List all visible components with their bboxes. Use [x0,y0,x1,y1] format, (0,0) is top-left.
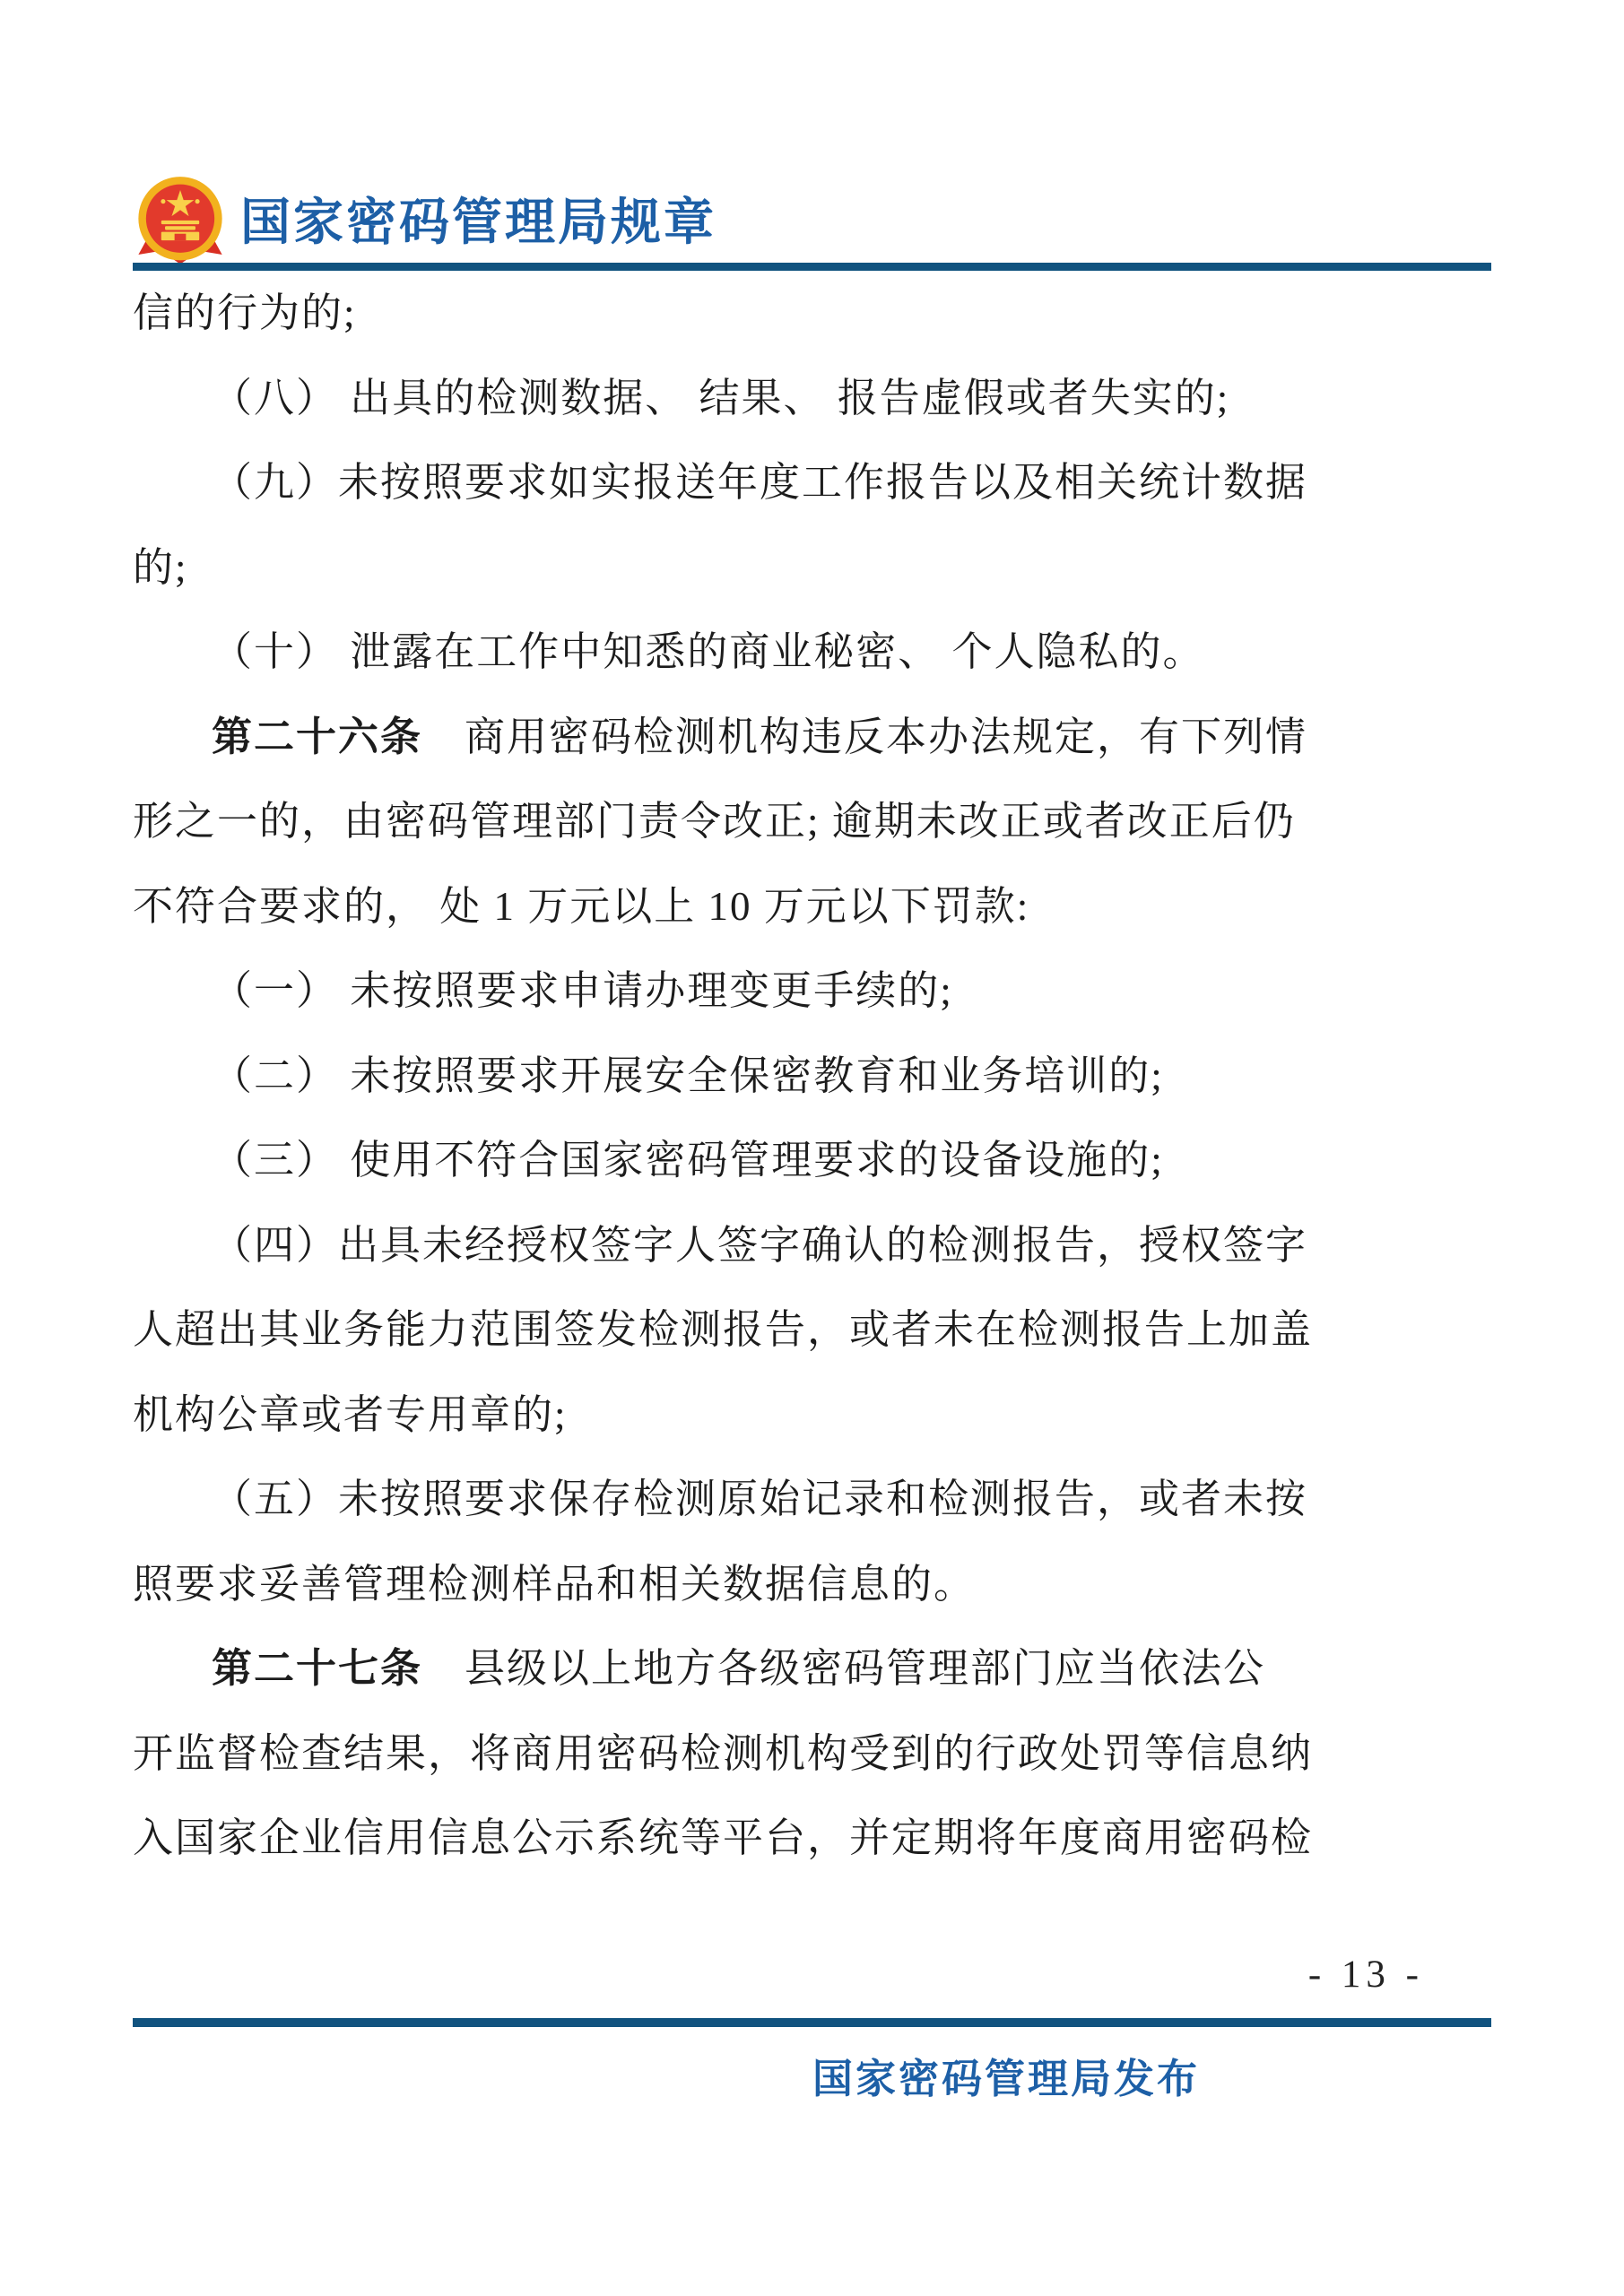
line-text: （十） 泄露在工作中知悉的商业秘密、 个人隐私的。 [212,629,1205,674]
line-text: 开监督检查结果，将商用密码检测机构受到的行政处罚等信息纳 [133,1730,1314,1776]
text-line [133,1034,1491,1119]
line-text: 形之一的，由密码管理部门责令改正; 逾期未改正或者改正后仍 [133,799,1296,844]
text-line [133,356,1491,441]
text-line [133,271,1491,356]
line-text: （一） 未按照要求申请办理变更手续的; [212,968,953,1013]
text-line [133,1373,1491,1458]
text-line [133,1626,1491,1711]
line-text: 照要求妥善管理检测样品和相关数据信息的。 [133,1561,977,1607]
text-line [133,440,1491,525]
line-text: （八） 出具的检测数据、 结果、 报告虚假或者失实的; [212,375,1230,420]
text-line [133,949,1491,1034]
text-line [133,695,1491,780]
text-line [133,1118,1491,1203]
line-text: 商用密码检测机构违反本办法规定，有下列情 [422,714,1308,759]
document-body [133,271,1491,1881]
line-text: 人超出其业务能力范围签发检测报告，或者未在检测报告上加盖 [133,1307,1314,1352]
national-emblem-icon [133,175,228,270]
text-line [133,864,1491,949]
header-title: 国家密码管理局规章 [240,194,716,250]
line-text: （五）未按照要求保存检测原始记录和检测报告，或者未按 [212,1477,1308,1521]
article-number: 第二十六条 [212,713,423,759]
line-text: 县级以上地方各级密码管理部门应当依法公 [422,1646,1266,1691]
line-text: （二） 未按照要求开展安全保密教育和业务培训的; [212,1053,1164,1098]
line-text: （九）未按照要求如实报送年度工作报告以及相关统计数据 [212,460,1308,505]
text-line [133,610,1491,695]
text-line [133,1711,1491,1797]
text-line [133,525,1491,611]
text-line [133,779,1491,864]
line-text: 的; [133,544,188,590]
line-text: 不符合要求的， 处 1 万元以上 10 万元以下罚款: [133,883,1030,929]
line-text: 机构公章或者专用章的; [133,1391,568,1437]
publisher-label: 国家密码管理局发布 [812,2056,1200,2101]
footer-divider [133,2018,1491,2027]
page-number: - 13 - [1307,1954,1424,1996]
header-divider [133,263,1491,271]
text-line [133,1203,1491,1288]
line-text: （三） 使用不符合国家密码管理要求的设备设施的; [212,1138,1164,1183]
line-text: （四）出具未经授权签字人签字确认的检测报告，授权签字 [212,1222,1308,1268]
text-line [133,1796,1491,1881]
text-line [133,1542,1491,1627]
page-header [133,172,1491,273]
line-text: 信的行为的; [133,290,357,335]
line-text: 入国家企业信用信息公示系统等平台，并定期将年度商用密码检 [133,1815,1314,1860]
text-line [133,1287,1491,1373]
text-line [133,1457,1491,1542]
article-number: 第二十七条 [212,1645,423,1691]
